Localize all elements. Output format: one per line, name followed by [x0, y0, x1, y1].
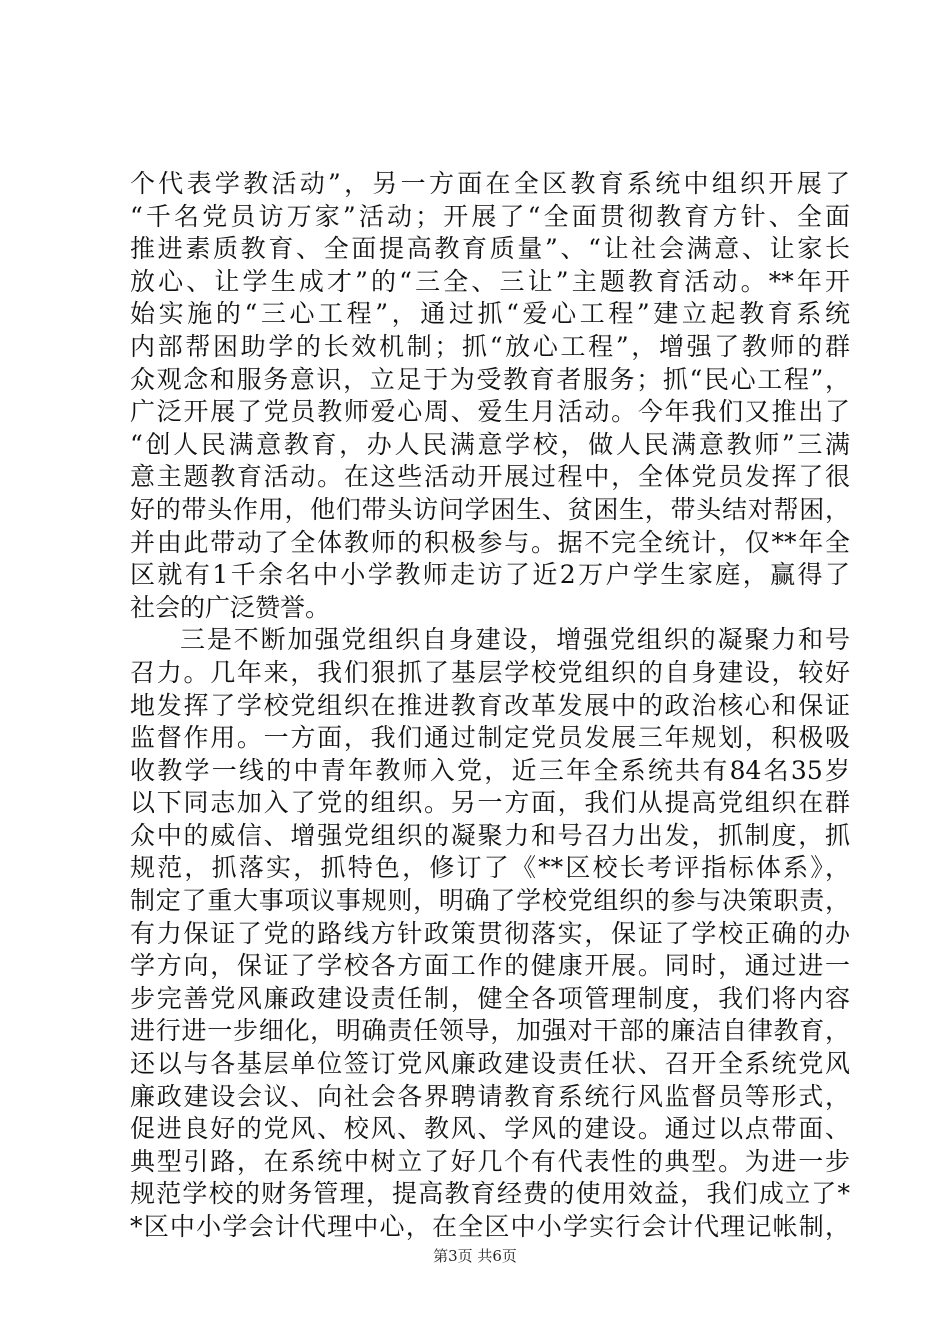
text-line: 进行进一步细化，明确责任领导，加强对干部的廉洁自律教育， — [130, 1016, 850, 1046]
paragraph-end-line: 社会的广泛赞誉。 — [130, 592, 331, 622]
text-line: 学方向，保证了学校各方面工作的健康开展。同时，通过进一 — [130, 951, 850, 981]
text-line: 区就有1千余名中小学教师走访了近2万户学生家庭，赢得了 — [130, 560, 850, 590]
text-line: *区中小学会计代理中心，在全区中小学实行会计代理记帐制， — [130, 1212, 850, 1241]
text-line: 好的带头作用，他们带头访问学困生、贫困生，带头结对帮困， — [130, 494, 850, 524]
paragraph-start-line: 三是不断加强党组织自身建设，增强党组织的凝聚力和号 — [180, 625, 850, 655]
text-line: 制定了重大事项议事规则，明确了学校党组织的参与决策职责， — [130, 886, 850, 916]
document-body — [130, 168, 850, 1244]
text-line: 意主题教育活动。在这些活动开展过程中，全体党员发挥了很 — [130, 462, 850, 492]
text-line: 收教学一线的中青年教师入党，近三年全系统共有84名35岁 — [130, 755, 850, 785]
text-line: 还以与各基层单位签订党风廉政建设责任状、召开全系统党风 — [130, 1049, 850, 1079]
text-line: 规范，抓落实，抓特色，修订了《**区校长考评指标体系》， — [130, 853, 850, 883]
text-line: 规范学校的财务管理，提高教育经费的使用效益，我们成立了* — [130, 1179, 850, 1209]
text-line: 召力。几年来，我们狠抓了基层学校党组织的自身建设，较好 — [130, 657, 850, 687]
text-line: “千名党员访万家”活动；开展了“全面贯彻教育方针、全面 — [130, 201, 850, 231]
text-line: 以下同志加入了党的组织。另一方面，我们从提高党组织在群 — [130, 788, 850, 818]
text-line: 廉政建设会议、向社会各界聘请教育系统行风监督员等形式， — [130, 1081, 850, 1111]
text-line: 内部帮困助学的长效机制；抓“放心工程”，增强了教师的群 — [130, 331, 850, 361]
text-line: 典型引路，在系统中树立了好几个有代表性的典型。为进一步 — [130, 1146, 850, 1176]
text-line: 并由此带动了全体教师的积极参与。据不完全统计，仅**年全 — [130, 527, 850, 557]
text-line: “创人民满意教育，办人民满意学校，做人民满意教师”三满 — [130, 429, 850, 459]
text-line: 促进良好的党风、校风、教风、学风的建设。通过以点带面、 — [130, 1114, 850, 1144]
text-line: 放心、让学生成才”的“三全、三让”主题教育活动。**年开 — [130, 266, 850, 296]
text-line: 众中的威信、增强党组织的凝聚力和号召力出发，抓制度，抓 — [130, 820, 850, 850]
text-line: 个代表学教活动”，另一方面在全区教育系统中组织开展了 — [130, 169, 850, 198]
text-line: 有力保证了党的路线方针政策贯彻落实，保证了学校正确的办 — [130, 918, 850, 948]
text-line: 地发挥了学校党组织在推进教育改革发展中的政治核心和保证 — [130, 690, 850, 720]
text-line: 步完善党风廉政建设责任制，健全各项管理制度，我们将内容 — [130, 983, 850, 1013]
page-number-footer: 第3页 共6页 — [433, 1247, 517, 1265]
text-line: 始实施的“三心工程”，通过抓“爱心工程”建立起教育系统 — [130, 299, 850, 329]
text-line: 监督作用。一方面，我们通过制定党员发展三年规划，积极吸 — [130, 723, 850, 753]
text-line: 众观念和服务意识，立足于为受教育者服务；抓“民心工程”， — [130, 364, 850, 394]
text-line: 推进素质教育、全面提高教育质量”、“让社会满意、让家长 — [130, 234, 850, 264]
text-line: 广泛开展了党员教师爱心周、爱生月活动。今年我们又推出了 — [130, 397, 850, 427]
